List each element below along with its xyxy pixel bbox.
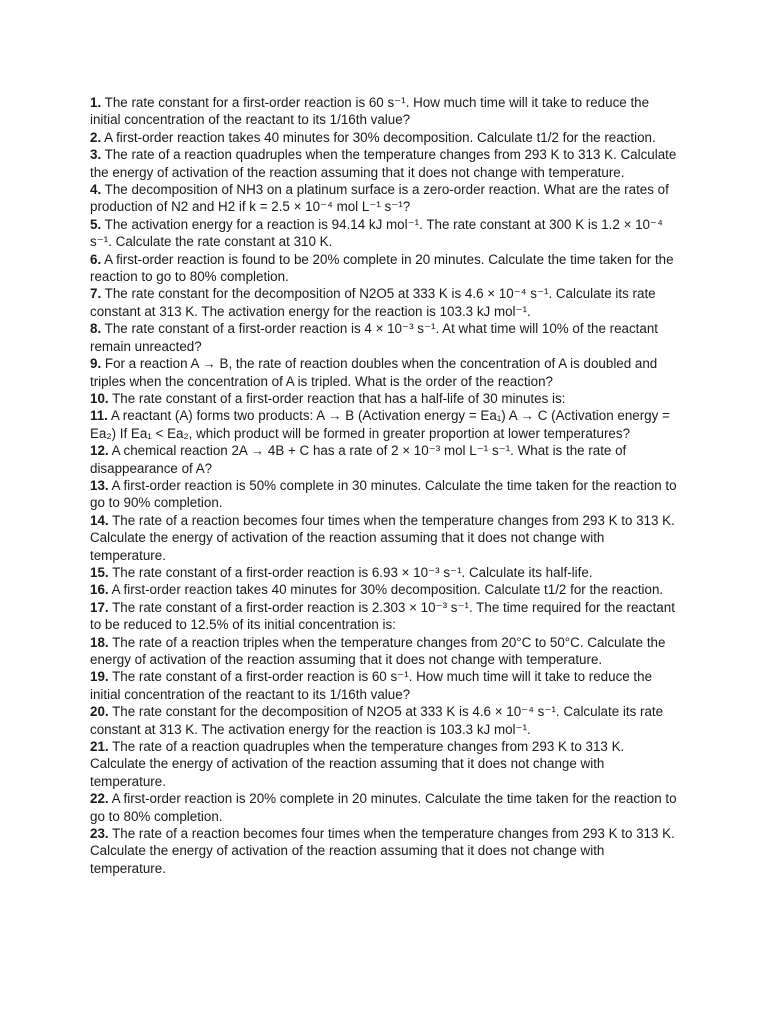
question-text: A first-order reaction is 20% complete in 20 minutes. Calculate the time taken for the reaction to go to 80% completion.: [90, 791, 677, 824]
question-text: A first-order reaction takes 40 minutes for 30% decomposition. Calculate t1/2 for the reaction.: [111, 582, 664, 598]
question-text: The rate constant of a first-order reaction is 2.303 × 10⁻³ s⁻¹. The time required for the reactant to be reduced to 12.5% of its initial concentration is:: [90, 599, 675, 633]
question-17: [90, 599, 682, 634]
question-14: [90, 512, 682, 564]
question-text: A first-order reaction is found to be 20% complete in 20 minutes. Calculate the time taken for the reaction to go to 80% completion.: [90, 251, 674, 285]
question-number: 5.: [90, 216, 102, 232]
question-3: [90, 146, 682, 181]
question-text: A chemical reaction 2A → 4B + C has a rate of 2 × 10⁻³ mol L⁻¹ s⁻¹. What is the rate of disappearance of A?: [90, 443, 627, 476]
question-text: A first-order reaction takes 40 minutes for 30% decomposition. Calculate t1/2 for the reaction.: [104, 129, 656, 145]
question-number: 6.: [90, 251, 102, 267]
question-number: 3.: [90, 147, 102, 163]
question-number: 19.: [90, 669, 109, 685]
question-text: The rate of a reaction triples when the temperature changes from 20°C to 50°C. Calculate the energy of activation of the reaction assuming that it does not change with temperature.: [90, 634, 666, 667]
question-number: 9.: [90, 356, 102, 372]
document-page: [90, 94, 682, 877]
question-11: [90, 407, 682, 442]
question-text: The rate constant for the decomposition of N2O5 at 333 K is 4.6 × 10⁻⁴ s⁻¹. Calculate its rate constant at 313 K. The activation energy for the reaction is 103.3 kJ mol⁻¹.: [90, 704, 664, 737]
question-text: The decomposition of NH3 on a platinum surface is a zero-order reaction. What are the rates of production of N2 and H2 if k = 2.5 × 10⁻⁴ mol L⁻¹ s⁻¹?: [90, 182, 669, 215]
question-number: 14.: [90, 512, 109, 528]
question-text: The rate of a reaction quadruples when the temperature changes from 293 K to 313 K. Calculate the energy of activation of the reaction assuming that it does not change with temperature.: [90, 147, 677, 180]
question-text: A first-order reaction is 50% complete in 30 minutes. Calculate the time taken for the reaction to go to 90% completion.: [90, 477, 677, 511]
question-text: The rate of a reaction becomes four times when the temperature changes from 293 K to 313 K. Calculate the energy of activation of the reaction assuming that it does not change with temperature.: [90, 512, 675, 563]
question-number: 15.: [90, 564, 109, 580]
question-number: 18.: [90, 634, 109, 650]
question-number: 21.: [90, 739, 109, 755]
question-number: 4.: [90, 182, 102, 198]
question-text: The rate constant of a first-order reaction is 4 × 10⁻³ s⁻¹. At what time will 10% of the reactant remain unreacted?: [90, 321, 659, 354]
question-number: 2.: [90, 129, 102, 145]
question-number: 10.: [90, 390, 109, 406]
question-text: The rate constant for a first-order reaction is 60 s⁻¹. How much time will it take to reduce the initial concentration of the reactant to its 1/16th value?: [90, 95, 650, 128]
question-number: 16.: [90, 582, 109, 598]
question-number: 22.: [90, 791, 109, 807]
question-number: 12.: [90, 443, 109, 459]
question-number: 11.: [90, 408, 108, 424]
question-text: For a reaction A → B, the rate of reaction doubles when the concentration of A is doubled and triples when the concentration of A is tripled. What is the order of the reaction?: [90, 356, 658, 389]
question-number: 17.: [90, 599, 109, 615]
question-22: [90, 790, 682, 825]
question-12: [90, 442, 682, 477]
question-10: [90, 390, 682, 407]
question-5: [90, 216, 682, 251]
question-number: 1.: [90, 95, 102, 110]
question-7: [90, 285, 682, 320]
question-23: [90, 825, 682, 877]
question-text: The rate of a reaction quadruples when the temperature changes from 293 K to 313 K. Calculate the energy of activation of the reaction assuming that it does not change with temperature.: [90, 739, 625, 789]
question-text: The activation energy for a reaction is 94.14 kJ mol⁻¹. The rate constant at 300 K is 1.2 × 10⁻⁴ s⁻¹. Calculate the rate constant at 310 K.: [90, 216, 663, 250]
question-15: [90, 564, 682, 581]
question-text: The rate constant of a first-order reaction that has a half-life of 30 minutes is:: [112, 390, 566, 406]
question-6: [90, 251, 682, 286]
question-1: [90, 94, 682, 129]
question-number: 7.: [90, 286, 102, 302]
question-text: The rate constant of a first-order reaction is 60 s⁻¹. How much time will it take to reduce the initial concentration of the reactant to its 1/16th value?: [90, 669, 653, 702]
question-number: 13.: [90, 477, 109, 493]
question-2: [90, 129, 682, 146]
question-18: [90, 634, 682, 669]
question-8: [90, 320, 682, 355]
question-20: [90, 703, 682, 738]
question-text: A reactant (A) forms two products: A → B (Activation energy = Ea₁) A → C (Activation energy = Ea₂) If Ea₁ < Ea₂, which product will be formed in greater proportion at lower temperatures?: [90, 408, 670, 441]
question-text: The rate constant for the decomposition of N2O5 at 333 K is 4.6 × 10⁻⁴ s⁻¹. Calculate its rate constant at 313 K. The activation energy for the reaction is 103.3 kJ mol⁻¹.: [90, 286, 656, 319]
question-number: 23.: [90, 826, 109, 842]
question-19: [90, 668, 682, 703]
question-number: 8.: [90, 321, 102, 337]
question-number: 20.: [90, 704, 109, 720]
question-4: [90, 181, 682, 216]
question-text: The rate constant of a first-order reaction is 6.93 × 10⁻³ s⁻¹. Calculate its half-life.: [112, 564, 593, 580]
question-16: [90, 581, 682, 598]
question-9: [90, 355, 682, 390]
question-text: The rate of a reaction becomes four times when the temperature changes from 293 K to 313 K. Calculate the energy of activation of the reaction assuming that it does not change with temperature.: [90, 826, 675, 876]
question-13: [90, 477, 682, 512]
question-21: [90, 738, 682, 790]
